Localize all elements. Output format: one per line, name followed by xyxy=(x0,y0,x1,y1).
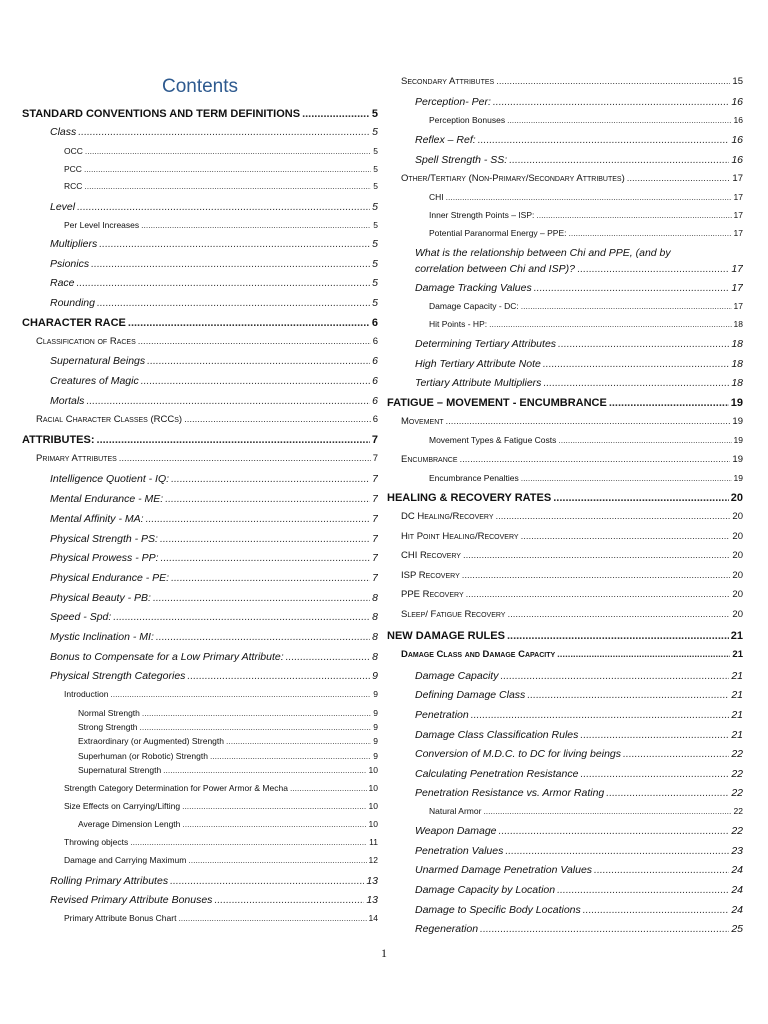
toc-entry[interactable]: Speed - Spd: ..... 8 xyxy=(22,611,378,623)
toc-entry[interactable]: Supernatural Strength ..... 10 xyxy=(22,766,378,776)
toc-entry[interactable]: Average Dimension Length ..... 10 xyxy=(22,820,378,830)
toc-entry[interactable]: Movement ..... 19 xyxy=(387,417,743,428)
toc-entry[interactable]: Size Effects on Carrying/Lifting ..... 10 xyxy=(22,802,378,812)
toc-entry[interactable]: ISP Recovery ..... 20 xyxy=(387,571,743,582)
toc-entry[interactable]: Mental Affinity - MA: ..... 7 xyxy=(22,513,378,525)
toc-entry[interactable]: Level ..... 5 xyxy=(22,201,378,213)
toc-entry[interactable]: Defining Damage Class ..... 21 xyxy=(387,689,743,701)
toc-entry[interactable]: Secondary Attributes ..... 15 xyxy=(387,77,743,88)
toc-entry[interactable]: Damage Class Classification Rules ..... 21 xyxy=(387,729,743,741)
page-number: 1 xyxy=(381,946,387,960)
toc-entry[interactable]: Extraordinary (or Augmented) Strength ..... 9 xyxy=(22,737,378,747)
toc-entry[interactable]: Natural Armor ..... 22 xyxy=(387,807,743,817)
toc-entry[interactable]: Introduction ..... 9 xyxy=(22,690,378,700)
toc-entry[interactable]: Damage and Carrying Maximum ..... 12 xyxy=(22,856,378,866)
toc-entry[interactable]: Physical Strength - PS: ..... 7 xyxy=(22,533,378,545)
toc-entry[interactable]: Other/Tertiary (Non-Primary/Secondary Attributes) ..... 17 xyxy=(387,174,743,185)
toc-entry[interactable]: Perception- Per: ..... 16 xyxy=(387,96,743,108)
toc-entry[interactable]: Primary Attributes ..... 7 xyxy=(22,454,378,465)
toc-entry[interactable]: Bonus to Compensate for a Low Primary Attribute: ..... 8 xyxy=(22,651,378,663)
toc-entry[interactable]: Regeneration ..... 25 xyxy=(387,923,743,935)
toc-entry[interactable]: STANDARD CONVENTIONS AND TERM DEFINITIONS ..... 5 xyxy=(22,108,378,121)
toc-entry[interactable]: Encumbrance ..... 19 xyxy=(387,455,743,466)
toc-entry[interactable]: Calculating Penetration Resistance ..... 22 xyxy=(387,768,743,780)
toc-entry[interactable]: NEW DAMAGE RULES ..... 21 xyxy=(387,630,743,643)
toc-entry[interactable]: Physical Endurance - PE: ..... 7 xyxy=(22,572,378,584)
toc-entry[interactable]: Physical Beauty - PB: ..... 8 xyxy=(22,592,378,604)
toc-entry[interactable]: CHARACTER RACE ..... 6 xyxy=(22,317,378,330)
toc-entry[interactable]: Creatures of Magic ..... 6 xyxy=(22,375,378,387)
toc-entry[interactable]: Spell Strength - SS: ..... 16 xyxy=(387,154,743,166)
toc-entry[interactable]: Damage Capacity ..... 21 xyxy=(387,670,743,682)
toc-entry[interactable]: Per Level Increases ..... 5 xyxy=(22,221,378,231)
toc-entry[interactable]: Damage to Specific Body Locations ..... 24 xyxy=(387,904,743,916)
toc-entry-line2: correlation between Chi and ISP)? xyxy=(415,263,575,275)
toc-entry[interactable]: Intelligence Quotient - IQ: ..... 7 xyxy=(22,473,378,485)
toc-entry[interactable]: Mental Endurance - ME: ..... 7 xyxy=(22,493,378,505)
toc-entry[interactable]: Strong Strength ..... 9 xyxy=(22,723,378,733)
toc-entry[interactable]: DC Healing/Recovery ..... 20 xyxy=(387,512,743,523)
toc-entry[interactable]: Encumbrance Penalties ..... 19 xyxy=(387,474,743,484)
toc-entry[interactable]: Rolling Primary Attributes ..... 13 xyxy=(22,875,378,887)
toc-entry[interactable]: Supernatural Beings ..... 6 xyxy=(22,355,378,367)
toc-entry[interactable]: PCC ..... 5 xyxy=(22,165,378,175)
toc-entry[interactable]: Potential Paranormal Energy – PPE: ..... 17 xyxy=(387,229,743,239)
toc-entry[interactable]: ATTRIBUTES: ..... 7 xyxy=(22,434,378,447)
toc-entry[interactable]: Multipliers ..... 5 xyxy=(22,238,378,250)
toc-entry[interactable]: Damage Capacity by Location ..... 24 xyxy=(387,884,743,896)
toc-entry[interactable]: Race ..... 5 xyxy=(22,277,378,289)
toc-entry-multiline[interactable] xyxy=(387,245,743,277)
toc-entry[interactable]: Class ..... 5 xyxy=(22,126,378,138)
toc-entry[interactable]: FATIGUE – MOVEMENT - ENCUMBRANCE ..... 19 xyxy=(387,397,743,410)
toc-entry[interactable]: Strength Category Determination for Power Armor & Mecha ..... 10 xyxy=(22,784,378,794)
toc-entry[interactable]: Revised Primary Attribute Bonuses ..... 13 xyxy=(22,894,378,906)
toc-entry[interactable]: Throwing objects ..... 11 xyxy=(22,838,378,848)
toc-entry[interactable]: Superhuman (or Robotic) Strength ..... 9 xyxy=(22,752,378,762)
toc-entry[interactable]: Psionics ..... 5 xyxy=(22,258,378,270)
toc-entry[interactable]: PPE Recovery ..... 20 xyxy=(387,590,743,601)
toc-entry[interactable]: CHI ..... 17 xyxy=(387,193,743,203)
toc-entry[interactable]: Primary Attribute Bonus Chart ..... 14 xyxy=(22,914,378,924)
toc-entry[interactable]: Determining Tertiary Attributes ..... 18 xyxy=(387,338,743,350)
toc-entry[interactable]: OCC ..... 5 xyxy=(22,147,378,157)
toc-entry[interactable]: Penetration Values ..... 23 xyxy=(387,845,743,857)
toc-entry[interactable]: High Tertiary Attribute Note ..... 18 xyxy=(387,358,743,370)
toc-entry[interactable]: HEALING & RECOVERY RATES ..... 20 xyxy=(387,492,743,505)
toc-entry[interactable]: Conversion of M.D.C. to DC for living beings ..... 22 xyxy=(387,748,743,760)
toc-entry[interactable]: Sleep/ Fatigue Recovery ..... 20 xyxy=(387,610,743,621)
toc-entry[interactable]: Penetration ..... 21 xyxy=(387,709,743,721)
toc-entry[interactable]: Penetration Resistance vs. Armor Rating ..... 22 xyxy=(387,787,743,799)
toc-entry[interactable]: RCC ..... 5 xyxy=(22,182,378,192)
toc-entry[interactable]: Physical Prowess - PP: ..... 7 xyxy=(22,552,378,564)
toc-entry[interactable]: Tertiary Attribute Multipliers ..... 18 xyxy=(387,377,743,389)
toc-entry[interactable]: Weapon Damage ..... 22 xyxy=(387,825,743,837)
toc-entry[interactable]: Physical Strength Categories ..... 9 xyxy=(22,670,378,682)
toc-entry[interactable]: Classification of Races ..... 6 xyxy=(22,337,378,348)
toc-entry-line1: What is the relationship between Chi and PPE, (and by xyxy=(415,247,671,259)
toc-entry[interactable]: Perception Bonuses ..... 16 xyxy=(387,116,743,126)
toc-entry[interactable]: Hit Points - HP: ..... 18 xyxy=(387,320,743,330)
toc-entry[interactable]: Racial Character Classes (RCCs) ..... 6 xyxy=(22,415,378,426)
toc-entry[interactable]: Mystic Inclination - MI: ..... 8 xyxy=(22,631,378,643)
toc-entry[interactable]: Damage Class and Damage Capacity ..... 21 xyxy=(387,650,743,661)
toc-entry[interactable]: Movement Types & Fatigue Costs ..... 19 xyxy=(387,436,743,446)
toc-entry[interactable]: Mortals ..... 6 xyxy=(22,395,378,407)
toc-entry[interactable]: Inner Strength Points – ISP: ..... 17 xyxy=(387,211,743,221)
toc-entry[interactable]: Unarmed Damage Penetration Values ..... 24 xyxy=(387,864,743,876)
toc-entry[interactable]: Normal Strength ..... 9 xyxy=(22,709,378,719)
toc-entry-page: 17 xyxy=(731,263,743,275)
toc-entry[interactable]: Damage Tracking Values ..... 17 xyxy=(387,282,743,294)
toc-entry[interactable]: Reflex – Ref: ..... 16 xyxy=(387,134,743,146)
toc-entry[interactable]: Rounding ..... 5 xyxy=(22,297,378,309)
page-title: Contents xyxy=(161,76,239,97)
toc-entry[interactable]: CHI Recovery ..... 20 xyxy=(387,551,743,562)
toc-entry[interactable]: Damage Capacity - DC: ..... 17 xyxy=(387,302,743,312)
toc-entry[interactable]: Hit Point Healing/Recovery ..... 20 xyxy=(387,532,743,543)
